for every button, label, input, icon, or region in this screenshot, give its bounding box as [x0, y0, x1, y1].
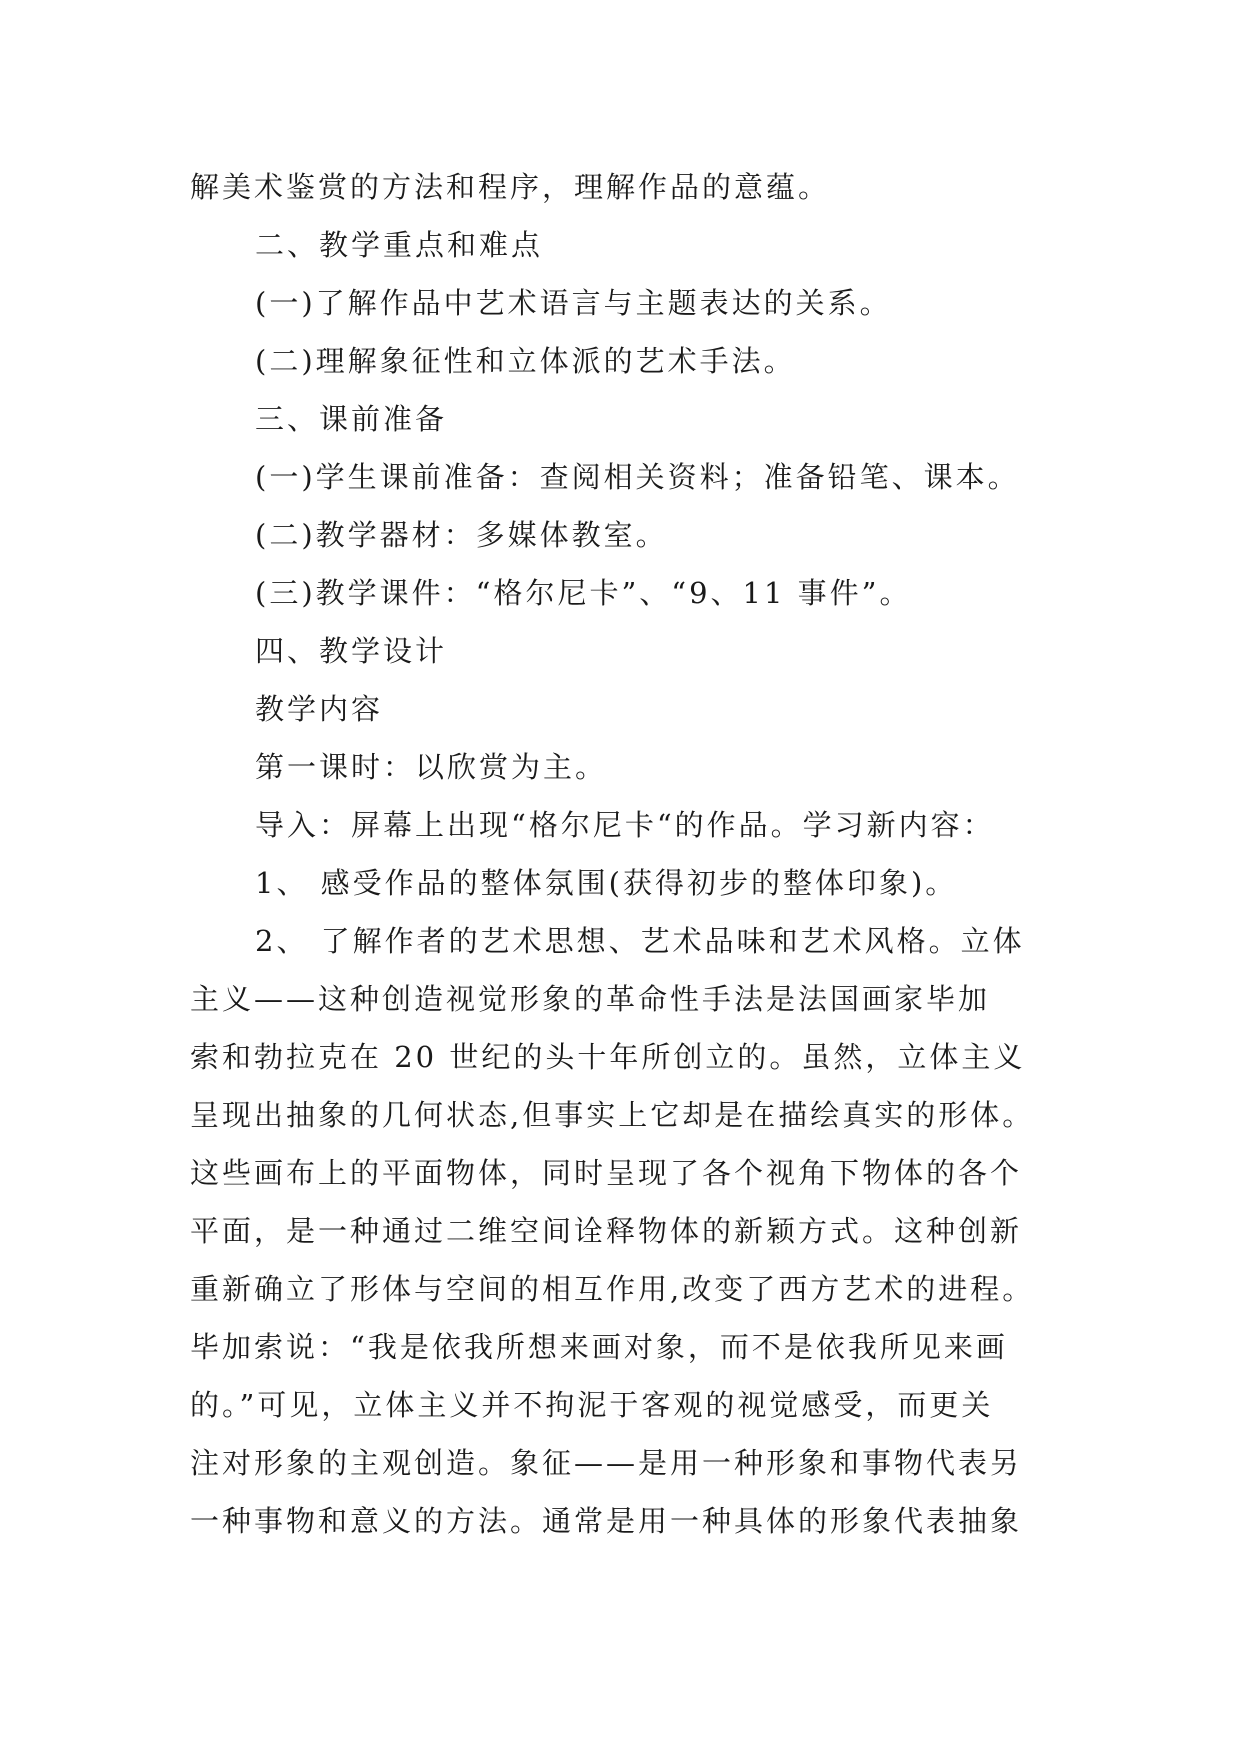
paragraph-line: 一种事物和意义的方法。通常是用一种具体的形象代表抽象 [190, 1504, 1023, 1538]
section-heading: 四、教学设计 [255, 634, 448, 668]
list-item: (二)理解象征性和立体派的艺术手法。 [255, 344, 796, 378]
paragraph-line: 第一课时：以欣赏为主。 [255, 750, 608, 784]
section-heading: 二、教学重点和难点 [255, 228, 544, 262]
list-item: (二)教学器材：多媒体教室。 [255, 518, 668, 552]
paragraph-line: 导入：屏幕上出现“格尔尼卡“的作品。学习新内容： [255, 808, 995, 842]
paragraph-line: 平面，是一种通过二维空间诠释物体的新颖方式。这种创新 [190, 1214, 1023, 1248]
paragraph-line: 呈现出抽象的几何状态,但事实上它却是在描绘真实的形体。 [190, 1098, 1035, 1132]
list-item: (三)教学课件：“格尔尼卡”、“9、11 事件”。 [255, 576, 912, 610]
paragraph-line: 索和勃拉克在 20 世纪的头十年所创立的。虽然，立体主义 [190, 1040, 1026, 1074]
list-item: (一)了解作品中艺术语言与主题表达的关系。 [255, 286, 892, 320]
paragraph-line: 的。”可见，立体主义并不拘泥于客观的视觉感受，而更关 [190, 1388, 994, 1422]
list-item: 2、 了解作者的艺术思想、艺术品味和艺术风格。立体 [255, 924, 1025, 958]
document-body [190, 158, 1050, 1550]
section-heading: 三、课前准备 [255, 402, 448, 436]
list-item: 1、 感受作品的整体氛围(获得初步的整体印象)。 [255, 866, 958, 900]
paragraph-line: 毕加索说：“我是依我所想来画对象，而不是依我所见来画 [190, 1330, 1008, 1364]
paragraph-line: 重新确立了形体与空间的相互作用,改变了西方艺术的进程。 [190, 1272, 1035, 1306]
paragraph-line: 注对形象的主观创造。象征——是用一种形象和事物代表另 [190, 1446, 1023, 1480]
paragraph-line: 解美术鉴赏的方法和程序，理解作品的意蕴。 [190, 170, 831, 204]
subheading: 教学内容 [255, 692, 384, 726]
paragraph-line: 这些画布上的平面物体，同时呈现了各个视角下物体的各个 [190, 1156, 1023, 1190]
list-item: (一)学生课前准备：查阅相关资料；准备铅笔、课本。 [255, 460, 1020, 494]
paragraph-line: 主义——这种创造视觉形象的革命性手法是法国画家毕加 [190, 982, 991, 1016]
